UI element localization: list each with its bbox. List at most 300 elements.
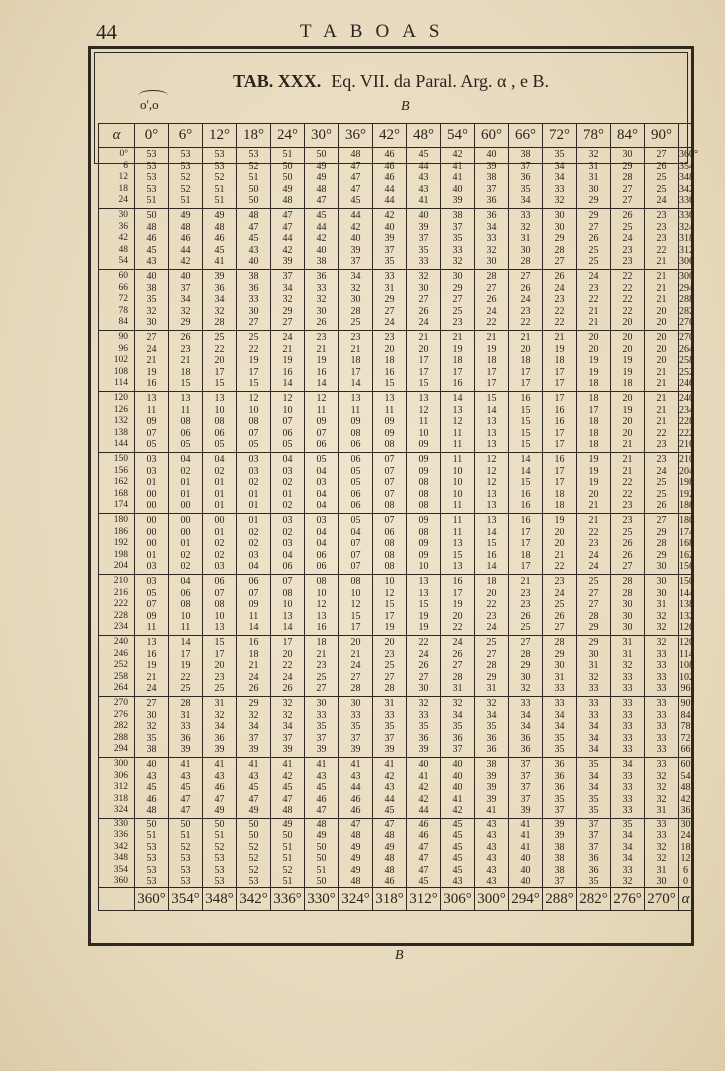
value: 14 bbox=[282, 622, 293, 634]
value: 30 bbox=[656, 587, 667, 599]
value: 35 bbox=[554, 732, 565, 744]
value: 32 bbox=[656, 610, 667, 622]
value: 45 bbox=[146, 244, 157, 256]
value: 21 bbox=[282, 343, 293, 355]
value: 37 bbox=[520, 759, 531, 771]
value: 21 bbox=[180, 355, 191, 367]
value: 27 bbox=[146, 698, 157, 710]
value: 43 bbox=[248, 244, 259, 256]
value: 40 bbox=[384, 221, 395, 233]
value: 33 bbox=[622, 805, 633, 817]
value: 25 bbox=[588, 244, 599, 256]
value: 37 bbox=[350, 732, 361, 744]
value: 30 bbox=[622, 610, 633, 622]
value: 13 bbox=[452, 404, 463, 416]
value-cell bbox=[509, 575, 543, 636]
value: 35 bbox=[146, 294, 157, 306]
value-cell bbox=[611, 331, 645, 392]
value: 53 bbox=[146, 853, 157, 865]
value: 228 bbox=[679, 416, 694, 428]
value: 18 bbox=[554, 488, 565, 500]
value: 24 bbox=[656, 465, 667, 477]
value: 24 bbox=[350, 660, 361, 672]
value-cell bbox=[305, 148, 339, 209]
value: 14 bbox=[282, 378, 293, 390]
value: 15 bbox=[452, 549, 463, 561]
value: 20 bbox=[486, 587, 497, 599]
value: 14 bbox=[452, 393, 463, 405]
value: 18 bbox=[554, 355, 565, 367]
value: 09 bbox=[418, 454, 429, 466]
table-row bbox=[99, 148, 693, 209]
value: 17 bbox=[418, 366, 429, 378]
value: 07 bbox=[384, 477, 395, 489]
value: 50 bbox=[316, 876, 327, 888]
value: 49 bbox=[316, 830, 327, 842]
argument-value: 66 bbox=[118, 282, 128, 293]
value: 28 bbox=[622, 587, 633, 599]
value-cell bbox=[475, 575, 509, 636]
value: 44 bbox=[316, 221, 327, 233]
value: 51 bbox=[282, 876, 293, 888]
value: 30 bbox=[622, 599, 633, 611]
value: 36 bbox=[418, 732, 429, 744]
value: 12 bbox=[316, 393, 327, 405]
value: 51 bbox=[180, 830, 191, 842]
value-cell bbox=[543, 331, 577, 392]
value: 30 bbox=[520, 671, 531, 683]
value-cell bbox=[475, 819, 509, 888]
value: 09 bbox=[316, 416, 327, 428]
value: 40 bbox=[316, 244, 327, 256]
value-cell bbox=[203, 453, 237, 514]
value: 37 bbox=[520, 770, 531, 782]
value: 17 bbox=[350, 622, 361, 634]
value-cell bbox=[237, 514, 271, 575]
value: 17 bbox=[554, 366, 565, 378]
value: 23 bbox=[656, 454, 667, 466]
value: 39 bbox=[486, 793, 497, 805]
value-cell bbox=[271, 697, 305, 758]
value: 48 bbox=[214, 221, 225, 233]
value: 45 bbox=[418, 149, 429, 161]
value: 08 bbox=[214, 599, 225, 611]
value: 19 bbox=[554, 515, 565, 527]
value: 14 bbox=[486, 404, 497, 416]
value: 39 bbox=[214, 271, 225, 283]
value: 08 bbox=[350, 576, 361, 588]
value: 24 bbox=[588, 561, 599, 573]
value: 33 bbox=[656, 660, 667, 672]
value: 23 bbox=[656, 210, 667, 222]
value: 22 bbox=[418, 637, 429, 649]
value: 40 bbox=[452, 183, 463, 195]
value: 13 bbox=[214, 622, 225, 634]
value: 13 bbox=[452, 538, 463, 550]
value: 31 bbox=[520, 233, 531, 245]
value: 47 bbox=[350, 172, 361, 184]
value: 26 bbox=[520, 282, 531, 294]
value: 53 bbox=[146, 183, 157, 195]
value: 78 bbox=[680, 721, 691, 733]
value: 28 bbox=[350, 683, 361, 695]
value: 38 bbox=[452, 210, 463, 222]
value: 03 bbox=[316, 515, 327, 527]
value: 306 bbox=[679, 256, 694, 268]
value: 18 bbox=[486, 355, 497, 367]
value: 48 bbox=[680, 782, 691, 794]
value: 12 bbox=[486, 454, 497, 466]
value-cell bbox=[339, 148, 373, 209]
value: 30 bbox=[418, 683, 429, 695]
value-cell bbox=[339, 209, 373, 270]
value-cell bbox=[441, 392, 475, 453]
value: 324 bbox=[679, 221, 694, 233]
value: 32 bbox=[418, 271, 429, 283]
value: 348 bbox=[679, 172, 694, 184]
value-cell bbox=[135, 758, 169, 819]
value: 24 bbox=[486, 622, 497, 634]
value: 46 bbox=[384, 149, 395, 161]
value: 12 bbox=[680, 853, 691, 865]
value: 22 bbox=[486, 599, 497, 611]
value: 43 bbox=[452, 876, 463, 888]
value: 53 bbox=[214, 149, 225, 161]
value-cell bbox=[645, 270, 679, 331]
value: 252 bbox=[679, 366, 694, 378]
value: 39 bbox=[384, 744, 395, 756]
value: 17 bbox=[554, 439, 565, 451]
value: 02 bbox=[248, 526, 259, 538]
value: 21 bbox=[656, 271, 667, 283]
value: 02 bbox=[248, 538, 259, 550]
table-frame bbox=[88, 46, 698, 946]
value: 31 bbox=[384, 698, 395, 710]
value: 258 bbox=[679, 355, 694, 367]
value-cell bbox=[305, 209, 339, 270]
value: 10 bbox=[248, 404, 259, 416]
value: 05 bbox=[350, 515, 361, 527]
argument-value: 282 bbox=[113, 721, 128, 732]
value: 23 bbox=[384, 332, 395, 344]
value-cell bbox=[305, 819, 339, 888]
value: 32 bbox=[588, 149, 599, 161]
value: 27 bbox=[452, 294, 463, 306]
value-cell bbox=[135, 392, 169, 453]
value: 17 bbox=[486, 366, 497, 378]
value: 00 bbox=[146, 500, 157, 512]
value: 37 bbox=[384, 244, 395, 256]
argument-value: 264 bbox=[113, 683, 128, 694]
value: 43 bbox=[384, 782, 395, 794]
value: 40 bbox=[146, 271, 157, 283]
value: 22 bbox=[622, 282, 633, 294]
value: 21 bbox=[622, 454, 633, 466]
value: 03 bbox=[146, 576, 157, 588]
value: 90 bbox=[680, 698, 691, 710]
value: 21 bbox=[656, 256, 667, 268]
value: 33 bbox=[588, 683, 599, 695]
value: 45 bbox=[452, 841, 463, 853]
argument-value: 36 bbox=[118, 221, 128, 232]
value: 20 bbox=[656, 317, 667, 329]
value: 34 bbox=[554, 709, 565, 721]
value-cell bbox=[475, 209, 509, 270]
value: 09 bbox=[418, 439, 429, 451]
value: 35 bbox=[486, 721, 497, 733]
value: 31 bbox=[656, 864, 667, 876]
value-cell bbox=[645, 209, 679, 270]
value: 354 bbox=[679, 160, 694, 172]
value: 21 bbox=[622, 439, 633, 451]
value: 22 bbox=[452, 622, 463, 634]
value: 39 bbox=[282, 256, 293, 268]
value-cell bbox=[509, 514, 543, 575]
value: 06 bbox=[180, 427, 191, 439]
value: 26 bbox=[622, 549, 633, 561]
value: 07 bbox=[282, 416, 293, 428]
value: 50 bbox=[316, 149, 327, 161]
value-cell bbox=[169, 331, 203, 392]
value: 40 bbox=[350, 233, 361, 245]
value-cell bbox=[543, 270, 577, 331]
value: 27 bbox=[316, 683, 327, 695]
value-cell bbox=[373, 270, 407, 331]
value: 20 bbox=[622, 416, 633, 428]
value: 35 bbox=[452, 233, 463, 245]
value: 42 bbox=[282, 244, 293, 256]
value-cell bbox=[577, 209, 611, 270]
value: 42 bbox=[680, 793, 691, 805]
value: 20 bbox=[384, 637, 395, 649]
value: 33 bbox=[656, 683, 667, 695]
value-cell bbox=[271, 392, 305, 453]
table-title-text: Eq. VII. da Paral. Arg. α , e B. bbox=[331, 71, 549, 91]
value: 18 bbox=[316, 637, 327, 649]
argument-value: 102 bbox=[113, 355, 128, 366]
value: 29 bbox=[384, 294, 395, 306]
value: 15 bbox=[486, 393, 497, 405]
value: 13 bbox=[486, 515, 497, 527]
value: 06 bbox=[316, 549, 327, 561]
argument-cell bbox=[99, 148, 135, 209]
value: 32 bbox=[554, 195, 565, 207]
value: 10 bbox=[180, 610, 191, 622]
value: 22 bbox=[656, 427, 667, 439]
value: 18 bbox=[588, 427, 599, 439]
value: 33 bbox=[486, 233, 497, 245]
value: 30 bbox=[656, 561, 667, 573]
value: 21 bbox=[486, 332, 497, 344]
value: 33 bbox=[248, 294, 259, 306]
value-cell bbox=[441, 697, 475, 758]
value-cell bbox=[611, 209, 645, 270]
value: 42 bbox=[180, 256, 191, 268]
value: 41 bbox=[282, 759, 293, 771]
value: 51 bbox=[214, 830, 225, 842]
value: 49 bbox=[350, 864, 361, 876]
value: 20 bbox=[622, 343, 633, 355]
value: 15 bbox=[214, 378, 225, 390]
value: 33 bbox=[622, 732, 633, 744]
value: 07 bbox=[350, 561, 361, 573]
value-cell bbox=[203, 575, 237, 636]
value: 43 bbox=[316, 770, 327, 782]
value: 25 bbox=[656, 172, 667, 184]
value: 36 bbox=[486, 210, 497, 222]
argument-value: 318 bbox=[113, 793, 128, 804]
value: 20 bbox=[418, 343, 429, 355]
argument-value: 270 bbox=[113, 698, 128, 709]
value-cell bbox=[237, 819, 271, 888]
value: 40 bbox=[452, 770, 463, 782]
table-row bbox=[99, 270, 693, 331]
value: 210 bbox=[679, 454, 694, 466]
value: 53 bbox=[214, 864, 225, 876]
value: 06 bbox=[248, 576, 259, 588]
value: 14 bbox=[350, 378, 361, 390]
value-cell bbox=[441, 575, 475, 636]
value-cell bbox=[339, 514, 373, 575]
value-cell bbox=[611, 758, 645, 819]
value: 43 bbox=[486, 819, 497, 830]
value: 24 bbox=[384, 317, 395, 329]
argument-value: 288 bbox=[113, 732, 128, 743]
value: 27 bbox=[350, 671, 361, 683]
value: 16 bbox=[520, 488, 531, 500]
value: 22 bbox=[214, 343, 225, 355]
value: 06 bbox=[350, 439, 361, 451]
value: 49 bbox=[282, 183, 293, 195]
value: 04 bbox=[316, 500, 327, 512]
value: 34 bbox=[486, 221, 497, 233]
value: 05 bbox=[214, 439, 225, 451]
argument-value: 150 bbox=[113, 454, 128, 465]
value: 53 bbox=[180, 864, 191, 876]
argument-value: 246 bbox=[113, 648, 128, 659]
value: 17 bbox=[520, 378, 531, 390]
value: 33 bbox=[656, 759, 667, 771]
value: 20 bbox=[554, 538, 565, 550]
value: 22 bbox=[588, 294, 599, 306]
value-cell bbox=[373, 697, 407, 758]
value: 48 bbox=[146, 221, 157, 233]
value: 270 bbox=[679, 332, 694, 344]
value: 29 bbox=[486, 671, 497, 683]
value: 07 bbox=[384, 488, 395, 500]
value-cell bbox=[237, 636, 271, 697]
value: 32 bbox=[418, 698, 429, 710]
value: 276 bbox=[679, 317, 694, 329]
value: 33 bbox=[418, 709, 429, 721]
value: 18 bbox=[486, 576, 497, 588]
value: 04 bbox=[316, 538, 327, 550]
value: 40 bbox=[180, 271, 191, 283]
argument-value: 108 bbox=[113, 366, 128, 377]
value: 45 bbox=[452, 819, 463, 830]
value: 21 bbox=[622, 465, 633, 477]
value: 21 bbox=[588, 317, 599, 329]
argument-value: 60 bbox=[118, 271, 128, 282]
value: 20 bbox=[656, 305, 667, 317]
value-cell bbox=[203, 636, 237, 697]
footer-header: 306° bbox=[441, 888, 475, 911]
value-cell bbox=[611, 270, 645, 331]
value: 24 bbox=[146, 343, 157, 355]
argument-value: 144 bbox=[113, 439, 128, 450]
value: 19 bbox=[248, 355, 259, 367]
value: 43 bbox=[350, 770, 361, 782]
value: 15 bbox=[486, 538, 497, 550]
value-cell bbox=[645, 331, 679, 392]
value: 45 bbox=[452, 864, 463, 876]
value: 150 bbox=[679, 576, 694, 588]
value: 45 bbox=[452, 853, 463, 865]
table-title-label: TAB. XXX. bbox=[233, 71, 322, 91]
value: 17 bbox=[554, 477, 565, 489]
value: 46 bbox=[146, 793, 157, 805]
value: 27 bbox=[622, 195, 633, 207]
column-header: 48° bbox=[407, 124, 441, 148]
value-cell bbox=[543, 514, 577, 575]
value: 17 bbox=[384, 610, 395, 622]
value: 47 bbox=[418, 853, 429, 865]
value: 32 bbox=[350, 282, 361, 294]
value: 34 bbox=[588, 782, 599, 794]
value: 26 bbox=[588, 233, 599, 245]
value: 34 bbox=[622, 841, 633, 853]
value: 13 bbox=[486, 500, 497, 512]
value: 02 bbox=[248, 477, 259, 489]
value: 10 bbox=[316, 587, 327, 599]
value: 04 bbox=[282, 454, 293, 466]
value: 27 bbox=[588, 221, 599, 233]
value: 03 bbox=[214, 561, 225, 573]
value: 52 bbox=[214, 172, 225, 184]
value: 38 bbox=[554, 853, 565, 865]
value-cell bbox=[543, 209, 577, 270]
value: 20 bbox=[520, 343, 531, 355]
value: 27 bbox=[486, 282, 497, 294]
value: 19 bbox=[384, 622, 395, 634]
value: 23 bbox=[588, 538, 599, 550]
value: 234 bbox=[679, 404, 694, 416]
value: 53 bbox=[180, 149, 191, 161]
value: 27 bbox=[384, 305, 395, 317]
column-header: 18° bbox=[237, 124, 271, 148]
value: 35 bbox=[316, 721, 327, 733]
column-header-spacer bbox=[679, 124, 693, 148]
value-cell bbox=[271, 270, 305, 331]
value-cell bbox=[509, 270, 543, 331]
value: 33 bbox=[316, 709, 327, 721]
value: 00 bbox=[146, 488, 157, 500]
value-cell bbox=[135, 697, 169, 758]
value: 47 bbox=[180, 805, 191, 817]
value: 43 bbox=[180, 770, 191, 782]
value: 50 bbox=[316, 841, 327, 853]
value: 12 bbox=[282, 393, 293, 405]
value: 22 bbox=[554, 305, 565, 317]
footer-header: 276° bbox=[611, 888, 645, 911]
argument-value: 240 bbox=[113, 637, 128, 648]
argument-value: 330 bbox=[113, 819, 128, 829]
value: 30 bbox=[554, 221, 565, 233]
value: 05 bbox=[180, 439, 191, 451]
value: 11 bbox=[146, 622, 157, 634]
value: 16 bbox=[146, 648, 157, 660]
value: 42 bbox=[316, 233, 327, 245]
